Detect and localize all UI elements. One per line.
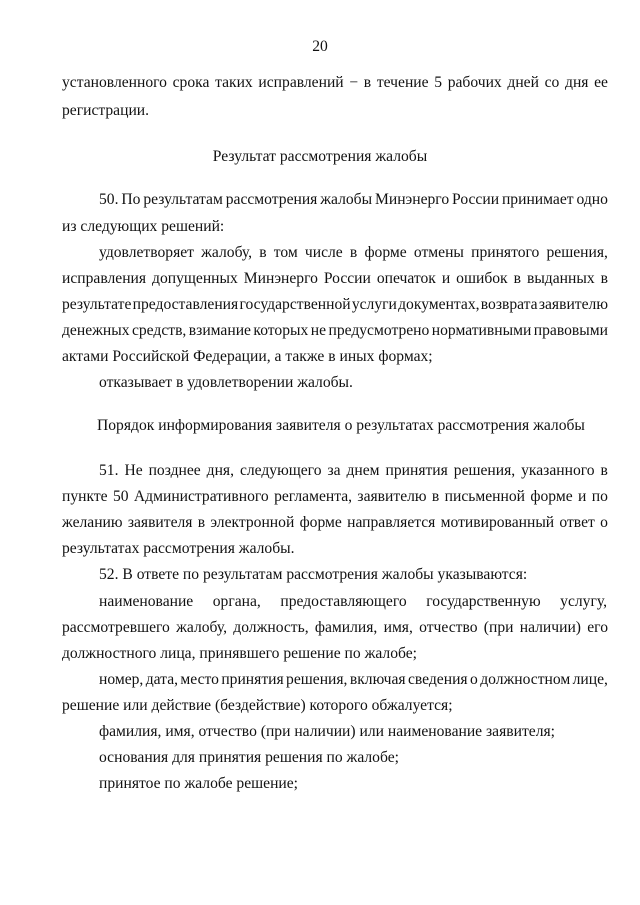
word: фамилия, <box>314 619 378 636</box>
paragraph-line <box>62 487 608 507</box>
word: срока <box>172 74 210 91</box>
page-number: 20 <box>312 38 328 55</box>
paragraph-line <box>62 269 608 289</box>
word: форме <box>530 488 573 505</box>
word: пункте <box>62 488 108 505</box>
word: по <box>591 488 608 505</box>
paragraph-line: должностного лица, принявшего решение по жалобе; <box>62 645 417 662</box>
word: заявителю <box>357 488 427 505</box>
word: государственной <box>239 296 351 313</box>
word: одно <box>576 191 608 208</box>
word: денежных <box>62 322 130 339</box>
word: результате <box>62 296 132 313</box>
word: ее <box>594 74 608 91</box>
word: органа, <box>212 593 261 610</box>
word: течение <box>376 74 429 91</box>
word: наличии) <box>519 619 581 636</box>
paragraph-line: 52. В ответе по результатам рассмотрения жалобы указываются: <box>99 566 528 583</box>
word: предоставления <box>132 296 239 313</box>
word: сведения <box>407 671 468 688</box>
word: ответ <box>559 514 595 531</box>
word: направляется <box>347 514 436 531</box>
word: в <box>600 462 608 479</box>
paragraph-line <box>99 190 608 210</box>
word: должность, <box>233 619 309 636</box>
word: в <box>259 244 267 261</box>
word: жалобу, <box>176 619 227 636</box>
word: числе <box>304 244 343 261</box>
word: лице, <box>572 671 608 688</box>
word: электронной <box>210 514 295 531</box>
word: в <box>363 74 372 91</box>
word: о <box>600 514 608 531</box>
word: желанию <box>62 514 123 531</box>
word: 5 <box>434 74 443 91</box>
paragraph-line <box>62 321 608 341</box>
word: опечаток <box>376 270 436 287</box>
word: регламента, <box>274 488 353 505</box>
word: имя, <box>383 619 413 636</box>
word: установленного <box>62 74 167 91</box>
word: и <box>578 488 587 505</box>
paragraph-line: фамилия, имя, отчество (при наличии) или наименование заявителя; <box>99 723 555 740</box>
section-heading: Результат рассмотрения жалобы <box>212 148 428 165</box>
word: в <box>197 514 206 531</box>
paragraph-line: отказывает в удовлетворении жалобы. <box>99 374 353 391</box>
word: правовыми <box>533 322 608 339</box>
word: результатам <box>143 191 223 208</box>
word: со <box>544 74 560 91</box>
word: предоставляющего <box>280 593 407 610</box>
word: рассмотревшего <box>62 619 170 636</box>
paragraph-line <box>99 243 608 263</box>
word: взимание <box>188 322 251 339</box>
word: жалобы <box>320 191 373 208</box>
word: решения, <box>453 462 516 479</box>
word: исправлений <box>258 74 344 91</box>
word: отчество <box>419 619 478 636</box>
word: номер, <box>99 671 144 688</box>
word: дата, <box>145 671 179 688</box>
paragraph-line <box>62 618 608 638</box>
word: (при <box>483 619 514 636</box>
word: форме <box>364 244 407 261</box>
paragraph-line: регистрации. <box>62 102 150 119</box>
paragraph-line <box>62 295 608 315</box>
word: услугу, <box>560 593 607 610</box>
word: позднее <box>148 462 201 479</box>
word: Административного <box>133 488 269 505</box>
word: заявителя <box>127 514 193 531</box>
word: которых <box>253 322 309 339</box>
word: не <box>310 322 327 339</box>
word: наименование <box>99 593 194 610</box>
word: форме <box>299 514 342 531</box>
word: за <box>327 462 341 479</box>
word: включая <box>349 671 406 688</box>
word: возврата <box>480 296 538 313</box>
paragraph-line <box>62 513 608 533</box>
paragraph-line <box>99 670 608 690</box>
word: рассмотрения <box>225 191 318 208</box>
paragraph-line: из следующих решений: <box>62 218 225 235</box>
word: удовлетворяет <box>99 244 194 261</box>
word: выданных <box>526 270 595 287</box>
word: дней <box>507 74 539 91</box>
word: документах, <box>398 296 480 313</box>
word: в <box>431 488 440 505</box>
word: нормативными <box>431 322 532 339</box>
word: и <box>441 270 451 287</box>
paragraph-line: принятое по жалобе решение; <box>99 775 299 792</box>
word: предусмотрено <box>328 322 430 339</box>
word: указанного <box>521 462 595 479</box>
word: По <box>121 191 141 208</box>
paragraph-line: актами Российской Федерации, а также в иных формах; <box>62 348 433 365</box>
word: должностном <box>480 671 571 688</box>
paragraph-line: решение или действие (бездействие) которого обжалуется; <box>62 697 453 714</box>
word: место <box>180 671 219 688</box>
word: исправления <box>62 270 147 287</box>
word: отмены <box>413 244 464 261</box>
word: государственную <box>426 593 541 610</box>
word: в <box>600 270 608 287</box>
paragraph-line <box>99 592 607 612</box>
paragraph-line <box>62 73 608 93</box>
word: средств, <box>131 322 187 339</box>
word: таких <box>215 74 253 91</box>
word: жалобу, <box>201 244 253 261</box>
word: принимает <box>501 191 574 208</box>
word: услуги <box>351 296 397 313</box>
word: дня <box>565 74 589 91</box>
word: рабочих <box>447 74 502 91</box>
word: 50 <box>112 488 129 505</box>
word: России <box>323 270 371 287</box>
word: принятого <box>471 244 540 261</box>
word: дня, <box>206 462 235 479</box>
word: решения, <box>286 671 348 688</box>
word: в <box>513 270 521 287</box>
word: решения, <box>546 244 608 261</box>
word: мотивированный <box>440 514 555 531</box>
section-heading: Порядок информирования заявителя о результатах рассмотрения жалобы <box>97 417 585 434</box>
word: Минэнерго <box>243 270 318 287</box>
word: России <box>452 191 500 208</box>
word: − <box>349 74 359 91</box>
paragraph-line: результатах рассмотрения жалобы. <box>62 540 295 557</box>
word: следующего <box>239 462 322 479</box>
word: допущенных <box>152 270 238 287</box>
word: том <box>273 244 298 261</box>
word: 51. <box>99 462 119 479</box>
word: 50. <box>99 191 119 208</box>
word: его <box>587 619 608 636</box>
paragraph-line <box>99 461 608 481</box>
word: днем <box>346 462 380 479</box>
word: письменной <box>444 488 526 505</box>
word: Минэнерго <box>375 191 450 208</box>
word: о <box>470 671 478 688</box>
word: Не <box>124 462 143 479</box>
word: принятия <box>385 462 448 479</box>
paragraph-line: основания для принятия решения по жалобе; <box>99 749 399 766</box>
word: заявителю <box>538 296 608 313</box>
word: в <box>349 244 358 261</box>
word: ошибок <box>456 270 508 287</box>
word: принятия <box>221 671 284 688</box>
